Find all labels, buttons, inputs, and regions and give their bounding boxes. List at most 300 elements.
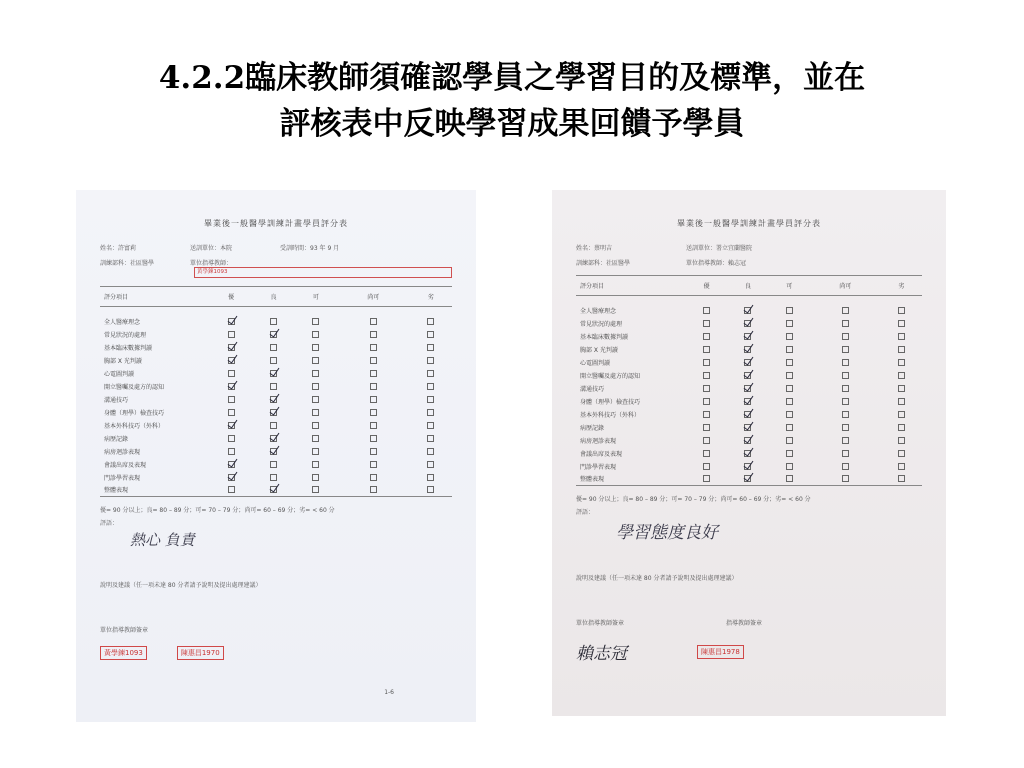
checkbox-icon — [842, 463, 849, 470]
table-row — [100, 367, 452, 380]
rating-cell — [810, 296, 881, 317]
rating-cell — [686, 395, 727, 408]
title-line-2: 評核表中反映學習成果回饋予學員 — [279, 106, 745, 142]
teacher-stamp: 黃學鍊1093 — [194, 267, 452, 278]
checkbox-icon — [703, 424, 710, 431]
rating-cell — [337, 406, 410, 419]
page-number: 1-6 — [384, 689, 394, 696]
rating-cell — [252, 419, 294, 432]
checkbox-icon — [703, 463, 710, 470]
rating-cell — [769, 356, 810, 369]
checkbox-icon — [427, 448, 434, 455]
rating-cell — [810, 408, 881, 421]
checkbox-icon — [228, 435, 235, 442]
rating-cell — [769, 330, 810, 343]
table-row — [576, 473, 922, 486]
rating-cell — [295, 328, 337, 341]
rating-cell — [337, 393, 410, 406]
checked-box-icon — [270, 409, 277, 416]
checkbox-icon — [703, 333, 710, 340]
rating-cell — [769, 408, 810, 421]
checkbox-icon — [898, 333, 905, 340]
checkbox-icon — [786, 398, 793, 405]
checkbox-icon — [703, 359, 710, 366]
checkbox-icon — [786, 333, 793, 340]
checkbox-icon — [786, 307, 793, 314]
rating-cell — [727, 369, 768, 382]
suggestion-note: 說明及建議（任一項未達 80 分者請予說明及提出處理建議） — [576, 575, 738, 582]
suggestion-note: 說明及建議（任一項未達 80 分者請予說明及提出處理建議） — [100, 582, 262, 589]
evaluation-item: 開立醫囑及處方的認知 — [580, 372, 641, 380]
checkbox-icon — [703, 320, 710, 327]
rating-cell — [810, 421, 881, 434]
checked-box-icon — [228, 422, 235, 429]
table-row — [100, 458, 452, 471]
info-row-2 — [576, 258, 922, 267]
rating-cell — [769, 447, 810, 460]
evaluation-item: 病歷記錄 — [104, 435, 129, 443]
rating-cell — [881, 421, 922, 434]
checkbox-icon — [786, 475, 793, 482]
table-row — [100, 354, 452, 367]
trainee-name: 姓名：蔡明吉 — [576, 245, 613, 252]
rating-cell — [410, 341, 452, 354]
checkbox-icon — [370, 422, 377, 429]
rating-cell — [410, 484, 452, 497]
checkbox-icon — [312, 435, 319, 442]
evaluation-item: 全人醫療理念 — [580, 307, 617, 315]
checkbox-icon — [370, 331, 377, 338]
evaluation-item: 基本臨床數據判讀 — [580, 333, 629, 341]
rating-cell — [252, 484, 294, 497]
rating-cell — [252, 307, 294, 328]
column-header: 評分項目 — [580, 283, 605, 290]
comment-label: 評語： — [576, 509, 595, 516]
rating-cell — [881, 296, 922, 317]
rating-cell — [210, 445, 252, 458]
evaluation-item: 常見狀況的處理 — [104, 331, 147, 339]
stamp-row — [100, 646, 452, 660]
rating-cell — [727, 382, 768, 395]
rating-cell — [210, 458, 252, 471]
checkbox-icon — [427, 435, 434, 442]
checkbox-icon — [898, 437, 905, 444]
checkbox-icon — [786, 463, 793, 470]
checkbox-icon — [842, 450, 849, 457]
handwritten-comment: 學習態度良好 — [616, 523, 718, 543]
checked-box-icon — [228, 474, 235, 481]
checkbox-icon — [898, 424, 905, 431]
rating-cell — [252, 406, 294, 419]
checked-box-icon — [270, 448, 277, 455]
rating-cell — [295, 419, 337, 432]
rating-cell — [295, 445, 337, 458]
rating-cell — [727, 473, 768, 486]
rating-cell — [810, 460, 881, 473]
checkbox-icon — [842, 398, 849, 405]
checkbox-icon — [312, 370, 319, 377]
evaluation-item: 整體表現 — [580, 476, 605, 484]
checkbox-icon — [842, 437, 849, 444]
evaluation-item: 心電圖判讀 — [104, 370, 135, 378]
table-row — [100, 393, 452, 406]
rating-cell — [686, 382, 727, 395]
rating-cell — [337, 307, 410, 328]
rating-cell — [810, 317, 881, 330]
rating-cell — [769, 296, 810, 317]
rating-cell — [727, 447, 768, 460]
rating-cell — [337, 328, 410, 341]
checkbox-icon — [370, 357, 377, 364]
checkbox-icon — [312, 461, 319, 468]
rating-cell — [410, 393, 452, 406]
checkbox-icon — [786, 359, 793, 366]
checkbox-icon — [370, 318, 377, 325]
evaluation-item: 身體（理學）檢查技巧 — [580, 398, 641, 406]
checked-box-icon — [744, 411, 751, 418]
checkbox-icon — [703, 450, 710, 457]
rating-cell — [881, 434, 922, 447]
rating-cell — [881, 460, 922, 473]
rating-cell — [210, 380, 252, 393]
rating-cell — [210, 432, 252, 445]
checkbox-icon — [312, 396, 319, 403]
rating-cell — [810, 434, 881, 447]
checkbox-icon — [898, 475, 905, 482]
rating-cell — [410, 419, 452, 432]
table-row — [100, 380, 452, 393]
rating-cell — [727, 296, 768, 317]
evaluation-item: 心電圖判讀 — [580, 359, 611, 367]
rating-cell — [295, 406, 337, 419]
rating-cell — [410, 445, 452, 458]
table-row — [100, 432, 452, 445]
checkbox-icon — [370, 435, 377, 442]
checkbox-icon — [427, 486, 434, 493]
column-header: 可 — [786, 283, 793, 290]
checked-box-icon — [744, 424, 751, 431]
rating-cell — [810, 395, 881, 408]
checkbox-icon — [228, 331, 235, 338]
rating-cell — [252, 367, 294, 380]
table-row — [100, 445, 452, 458]
checked-box-icon — [270, 435, 277, 442]
rating-cell — [810, 382, 881, 395]
rating-cell — [410, 328, 452, 341]
rating-cell — [686, 460, 727, 473]
training-dept: 訓練部科：社區醫學 — [100, 260, 155, 267]
table-header — [100, 287, 452, 307]
rating-cell — [210, 393, 252, 406]
column-header: 尚可 — [839, 283, 852, 290]
checkbox-icon — [786, 437, 793, 444]
rating-cell — [769, 343, 810, 356]
table-header — [576, 276, 922, 296]
checkbox-icon — [786, 320, 793, 327]
handwritten-signature: 賴志冠 — [576, 644, 627, 664]
rating-cell — [810, 343, 881, 356]
table-row — [100, 307, 452, 328]
sign-label: 單位指導教師簽章 — [100, 627, 149, 634]
rating-cell — [210, 307, 252, 328]
checkbox-icon — [427, 474, 434, 481]
checkbox-icon — [427, 461, 434, 468]
rating-cell — [410, 380, 452, 393]
evaluation-item: 溝通技巧 — [580, 385, 605, 393]
checked-box-icon — [228, 383, 235, 390]
checkbox-icon — [427, 370, 434, 377]
checkbox-icon — [898, 359, 905, 366]
rating-cell — [881, 395, 922, 408]
rating-cell — [252, 393, 294, 406]
checkbox-icon — [898, 411, 905, 418]
checkbox-icon — [312, 409, 319, 416]
rating-cell — [686, 421, 727, 434]
rating-cell — [337, 484, 410, 497]
checkbox-icon — [427, 383, 434, 390]
rating-cell — [881, 382, 922, 395]
training-unit: 送訓單位：本院 — [190, 245, 233, 252]
checkbox-icon — [270, 318, 277, 325]
column-header: 優 — [228, 294, 235, 301]
evaluation-item: 身體（理學）檢查技巧 — [104, 409, 165, 417]
title-line-1: 4.2.2臨床教師須確認學員之學習目的及標準，並在 — [158, 60, 866, 96]
rating-cell — [410, 458, 452, 471]
evaluation-item: 基本外科技巧（外科） — [104, 422, 165, 430]
grade-legend: 優= 90 分以上；良= 80 – 89 分；可= 70 – 79 分；尚可= 60 – 69 分；劣= < 60 分 — [100, 507, 335, 514]
evaluation-item: 常見狀況的處理 — [580, 320, 623, 328]
rating-cell — [881, 317, 922, 330]
rating-cell — [210, 419, 252, 432]
checked-box-icon — [270, 396, 277, 403]
table-row — [576, 296, 922, 317]
checked-box-icon — [228, 344, 235, 351]
rating-cell — [769, 382, 810, 395]
checkbox-icon — [786, 424, 793, 431]
checkbox-icon — [427, 344, 434, 351]
rating-cell — [686, 343, 727, 356]
checkbox-icon — [427, 422, 434, 429]
checkbox-icon — [370, 370, 377, 377]
rating-cell — [727, 434, 768, 447]
training-dept: 訓練部科：社區醫學 — [576, 260, 631, 267]
checkbox-icon — [898, 385, 905, 392]
rating-cell — [252, 328, 294, 341]
checked-box-icon — [744, 437, 751, 444]
rating-cell — [295, 367, 337, 380]
evaluation-item: 全人醫療理念 — [104, 318, 141, 326]
info-row-2 — [100, 258, 452, 278]
checkbox-icon — [228, 396, 235, 403]
checkbox-icon — [703, 398, 710, 405]
signature-labels — [576, 618, 922, 627]
rating-cell — [252, 354, 294, 367]
checked-box-icon — [744, 346, 751, 353]
rating-cell — [295, 471, 337, 484]
rating-cell — [881, 473, 922, 486]
rating-cell — [686, 296, 727, 317]
rating-cell — [295, 354, 337, 367]
table-row — [100, 484, 452, 497]
checkbox-icon — [842, 320, 849, 327]
table-row — [100, 341, 452, 354]
checkbox-icon — [312, 344, 319, 351]
checkbox-icon — [786, 385, 793, 392]
column-header: 尚可 — [367, 294, 380, 301]
rating-cell — [337, 445, 410, 458]
rating-cell — [727, 343, 768, 356]
checkbox-icon — [842, 385, 849, 392]
rating-cell — [410, 406, 452, 419]
rating-cell — [769, 421, 810, 434]
rating-cell — [769, 317, 810, 330]
checkbox-icon — [228, 486, 235, 493]
rating-cell — [881, 343, 922, 356]
unit-teacher: 單位指導教師： 黃學鍊1093 — [190, 258, 452, 278]
evaluation-item: 病房迴診表現 — [104, 448, 141, 456]
rating-cell — [810, 356, 881, 369]
rating-cell — [769, 395, 810, 408]
checkbox-icon — [842, 346, 849, 353]
checkbox-icon — [898, 346, 905, 353]
checkbox-icon — [842, 411, 849, 418]
checkbox-icon — [270, 383, 277, 390]
checkbox-icon — [270, 461, 277, 468]
checkbox-icon — [842, 475, 849, 482]
checkbox-icon — [270, 357, 277, 364]
checkbox-icon — [370, 474, 377, 481]
checked-box-icon — [744, 307, 751, 314]
evaluation-item: 病房迴診表現 — [580, 437, 617, 445]
rating-cell — [810, 330, 881, 343]
signature-labels — [100, 625, 452, 634]
info-row-1 — [100, 243, 452, 252]
rating-cell — [686, 447, 727, 460]
checked-box-icon — [744, 385, 751, 392]
checked-box-icon — [744, 450, 751, 457]
rating-cell — [810, 473, 881, 486]
checkbox-icon — [703, 475, 710, 482]
rating-cell — [727, 421, 768, 434]
column-header: 評分項目 — [104, 294, 129, 301]
red-stamp: 黃學鍊1093 — [100, 646, 147, 660]
checkbox-icon — [842, 359, 849, 366]
evaluation-item: 門診學習表現 — [104, 474, 141, 482]
rating-cell — [295, 341, 337, 354]
checkbox-icon — [842, 424, 849, 431]
checkbox-icon — [270, 422, 277, 429]
rating-cell — [727, 317, 768, 330]
checkbox-icon — [270, 344, 277, 351]
table-row — [100, 406, 452, 419]
form-paper — [76, 190, 476, 722]
evaluation-table — [576, 275, 922, 486]
table-row — [100, 328, 452, 341]
checkbox-icon — [427, 331, 434, 338]
checkbox-icon — [370, 486, 377, 493]
evaluation-item: 溝通技巧 — [104, 396, 129, 404]
checkbox-icon — [786, 450, 793, 457]
checkbox-icon — [898, 450, 905, 457]
checked-box-icon — [228, 461, 235, 468]
checked-box-icon — [744, 475, 751, 482]
checkbox-icon — [842, 307, 849, 314]
rating-cell — [295, 393, 337, 406]
checked-box-icon — [744, 333, 751, 340]
evaluation-table — [100, 286, 452, 497]
evaluation-item: 病歷記錄 — [580, 424, 605, 432]
checkbox-icon — [312, 318, 319, 325]
rating-cell — [410, 307, 452, 328]
rating-cell — [686, 369, 727, 382]
checkbox-icon — [427, 357, 434, 364]
rating-cell — [686, 408, 727, 421]
checked-box-icon — [270, 331, 277, 338]
unit-teacher: 單位指導教師：賴志冠 — [686, 260, 747, 267]
rating-cell — [686, 434, 727, 447]
rating-cell — [810, 447, 881, 460]
checkbox-icon — [786, 346, 793, 353]
checked-box-icon — [228, 357, 235, 364]
checked-box-icon — [270, 370, 277, 377]
rating-cell — [210, 328, 252, 341]
checkbox-icon — [312, 383, 319, 390]
rating-cell — [769, 473, 810, 486]
checkbox-icon — [842, 372, 849, 379]
rating-cell — [252, 458, 294, 471]
checkbox-icon — [370, 409, 377, 416]
checkbox-icon — [370, 448, 377, 455]
checkbox-icon — [703, 346, 710, 353]
rating-cell — [337, 354, 410, 367]
rating-cell — [252, 380, 294, 393]
evaluation-item: 開立醫囑及處方的認知 — [104, 383, 165, 391]
rating-cell — [210, 406, 252, 419]
rating-cell — [295, 432, 337, 445]
rating-cell — [210, 471, 252, 484]
grade-legend: 優= 90 分以上；良= 80 – 89 分；可= 70 – 79 分；尚可= 60 – 69 分；劣= < 60 分 — [576, 496, 811, 503]
column-header: 良 — [744, 283, 751, 290]
info-row-1 — [576, 243, 922, 252]
evaluation-item: 基本外科技巧（外科） — [580, 411, 641, 419]
form-paper — [552, 190, 946, 716]
form-title: 畢業後一般醫學訓練計畫學員評分表 — [204, 219, 348, 228]
comment-label: 評語： — [100, 520, 119, 527]
evaluation-item: 會議出席及表現 — [580, 450, 623, 458]
slide-title — [20, 55, 1004, 147]
rating-cell — [686, 473, 727, 486]
rating-cell — [769, 369, 810, 382]
red-stamp: 陳惠昌1970 — [177, 646, 224, 660]
rating-cell — [210, 484, 252, 497]
red-stamp: 陳惠昌1978 — [697, 645, 744, 659]
checked-box-icon — [744, 463, 751, 470]
rating-cell — [252, 445, 294, 458]
rating-cell — [295, 484, 337, 497]
column-header: 劣 — [427, 294, 434, 301]
checkbox-icon — [370, 396, 377, 403]
checkbox-icon — [270, 474, 277, 481]
stamp-row — [576, 639, 922, 664]
column-header: 優 — [703, 283, 710, 290]
rating-cell — [769, 434, 810, 447]
checkbox-icon — [898, 372, 905, 379]
handwritten-comment: 熱心 負責 — [130, 531, 195, 549]
checkbox-icon — [228, 448, 235, 455]
checkbox-icon — [898, 320, 905, 327]
checkbox-icon — [898, 398, 905, 405]
training-unit: 送訓單位：署立宜蘭醫院 — [686, 245, 753, 252]
